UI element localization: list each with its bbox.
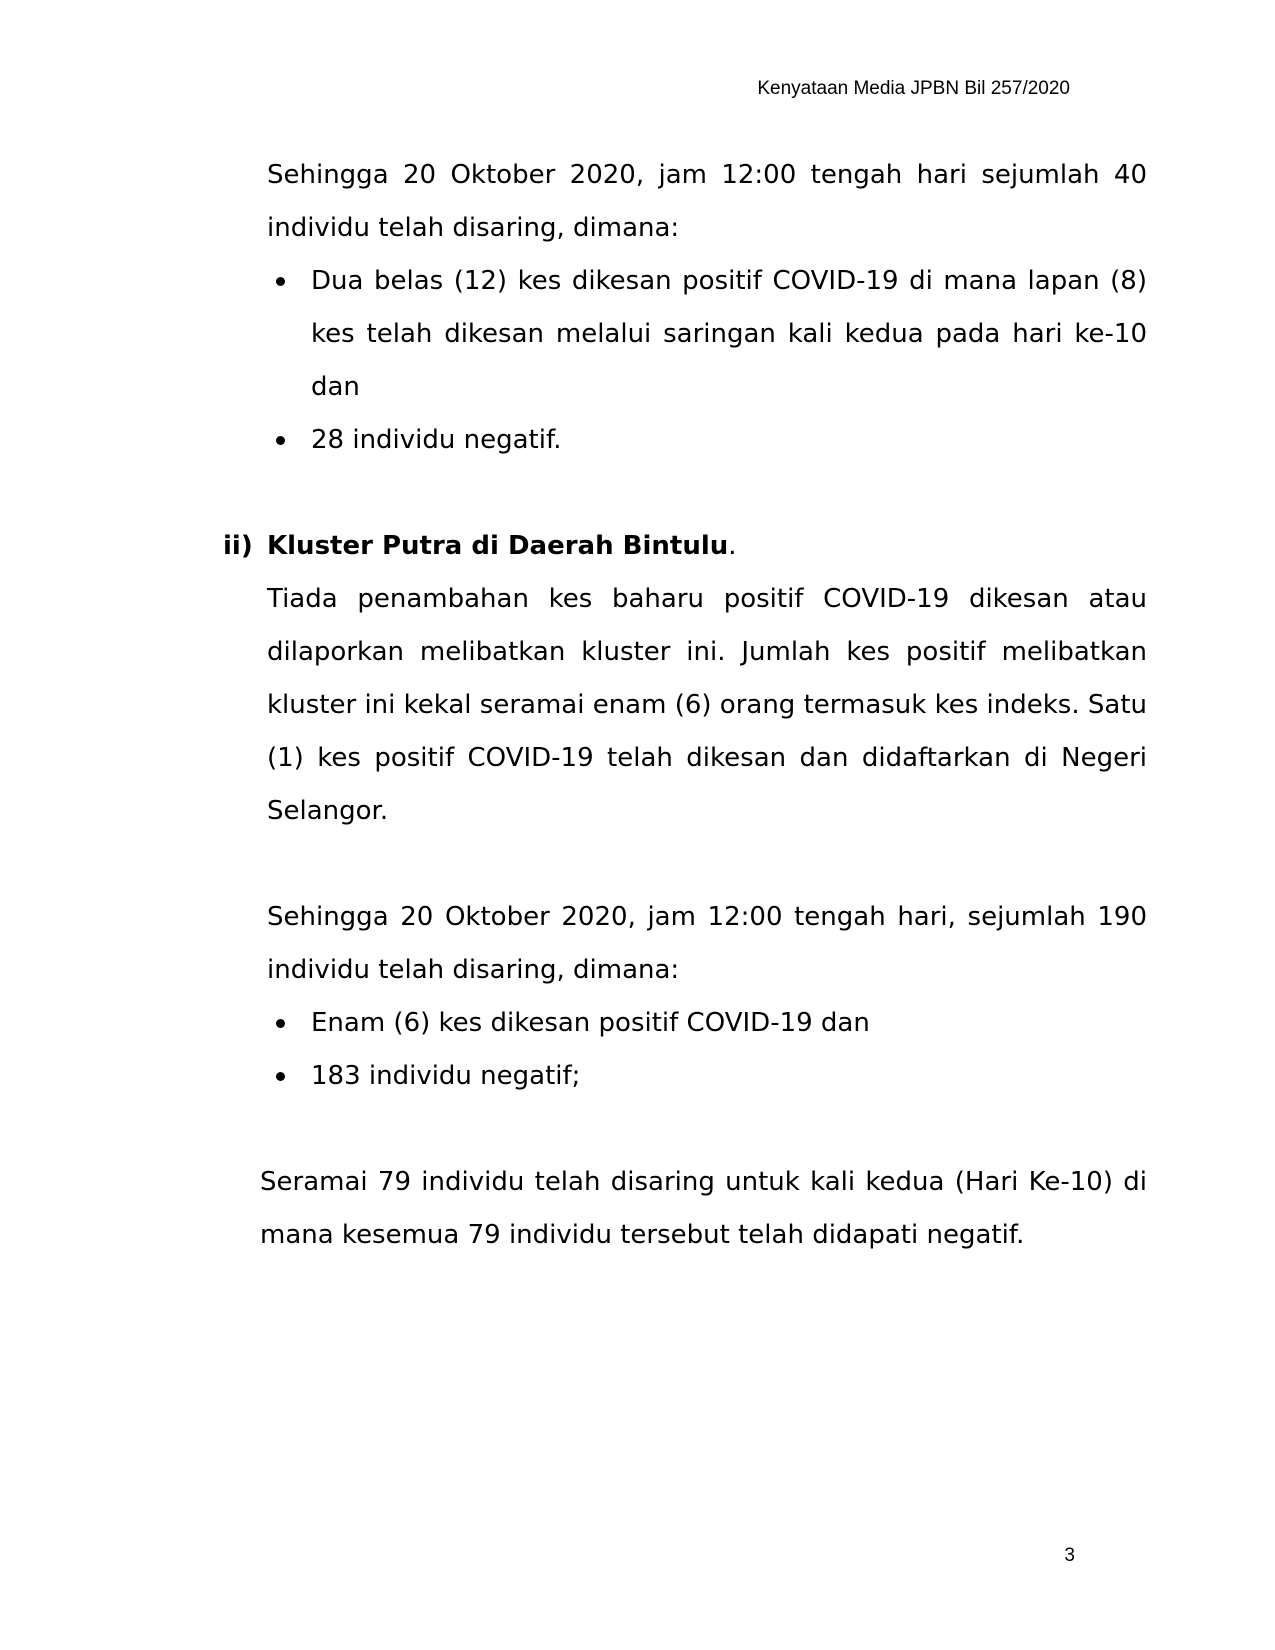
bullet-icon (276, 1072, 285, 1081)
bullet-icon (276, 277, 285, 286)
section-spacer (267, 838, 1147, 891)
section-spacer (267, 1103, 1147, 1156)
list-item (267, 414, 1147, 467)
list-item-text: 28 individu negatif. (311, 425, 562, 455)
bullet-icon (276, 1019, 285, 1028)
section-number: ii) (223, 531, 253, 561)
document-header: Kenyataan Media JPBN Bil 257/2020 (757, 78, 1070, 99)
list-item (267, 997, 1147, 1050)
list-item (267, 255, 1147, 414)
section-heading (223, 520, 1147, 573)
section-title-suffix: . (728, 531, 737, 561)
list-item-text: 183 individu negatif; (311, 1061, 581, 1091)
document-body (223, 149, 1147, 1262)
list-item-text: Dua belas (12) kes dikesan positif COVID-19 di mana lapan (8) kes telah dikesan melalui saringan kali kedua pada hari ke-10 dan (311, 266, 1147, 402)
cluster-screening-intro-paragraph: Sehingga 20 Oktober 2020, jam 12:00 tengah hari, sejumlah 190 individu telah disaring, dimana: (267, 902, 1147, 985)
screening-results-list (267, 255, 1147, 467)
page-number: 3 (1064, 1545, 1075, 1566)
section-spacer (267, 467, 1147, 520)
screening-intro-paragraph: Sehingga 20 Oktober 2020, jam 12:00 tengah hari sejumlah 40 individu telah disaring, dimana: (267, 160, 1147, 243)
second-screening-paragraph: Seramai 79 individu telah disaring untuk kali kedua (Hari Ke-10) di mana kesemua 79 individu tersebut telah didapati negatif. (260, 1167, 1147, 1250)
bullet-icon (276, 436, 285, 445)
section-title: Kluster Putra di Daerah Bintulu (267, 531, 729, 561)
list-item-text: Enam (6) kes dikesan positif COVID-19 dan (311, 1008, 870, 1038)
cluster-screening-results-list (267, 997, 1147, 1103)
cluster-description-paragraph: Tiada penambahan kes baharu positif COVID-19 dikesan atau dilaporkan melibatkan kluster ini. Jumlah kes positif melibatkan kluster ini kekal seramai enam (6) orang termasuk kes indeks. Satu (1) kes positif COVID-19 telah dikesan dan didaftarkan di Negeri Selangor. (267, 584, 1147, 826)
list-item (267, 1050, 1147, 1103)
